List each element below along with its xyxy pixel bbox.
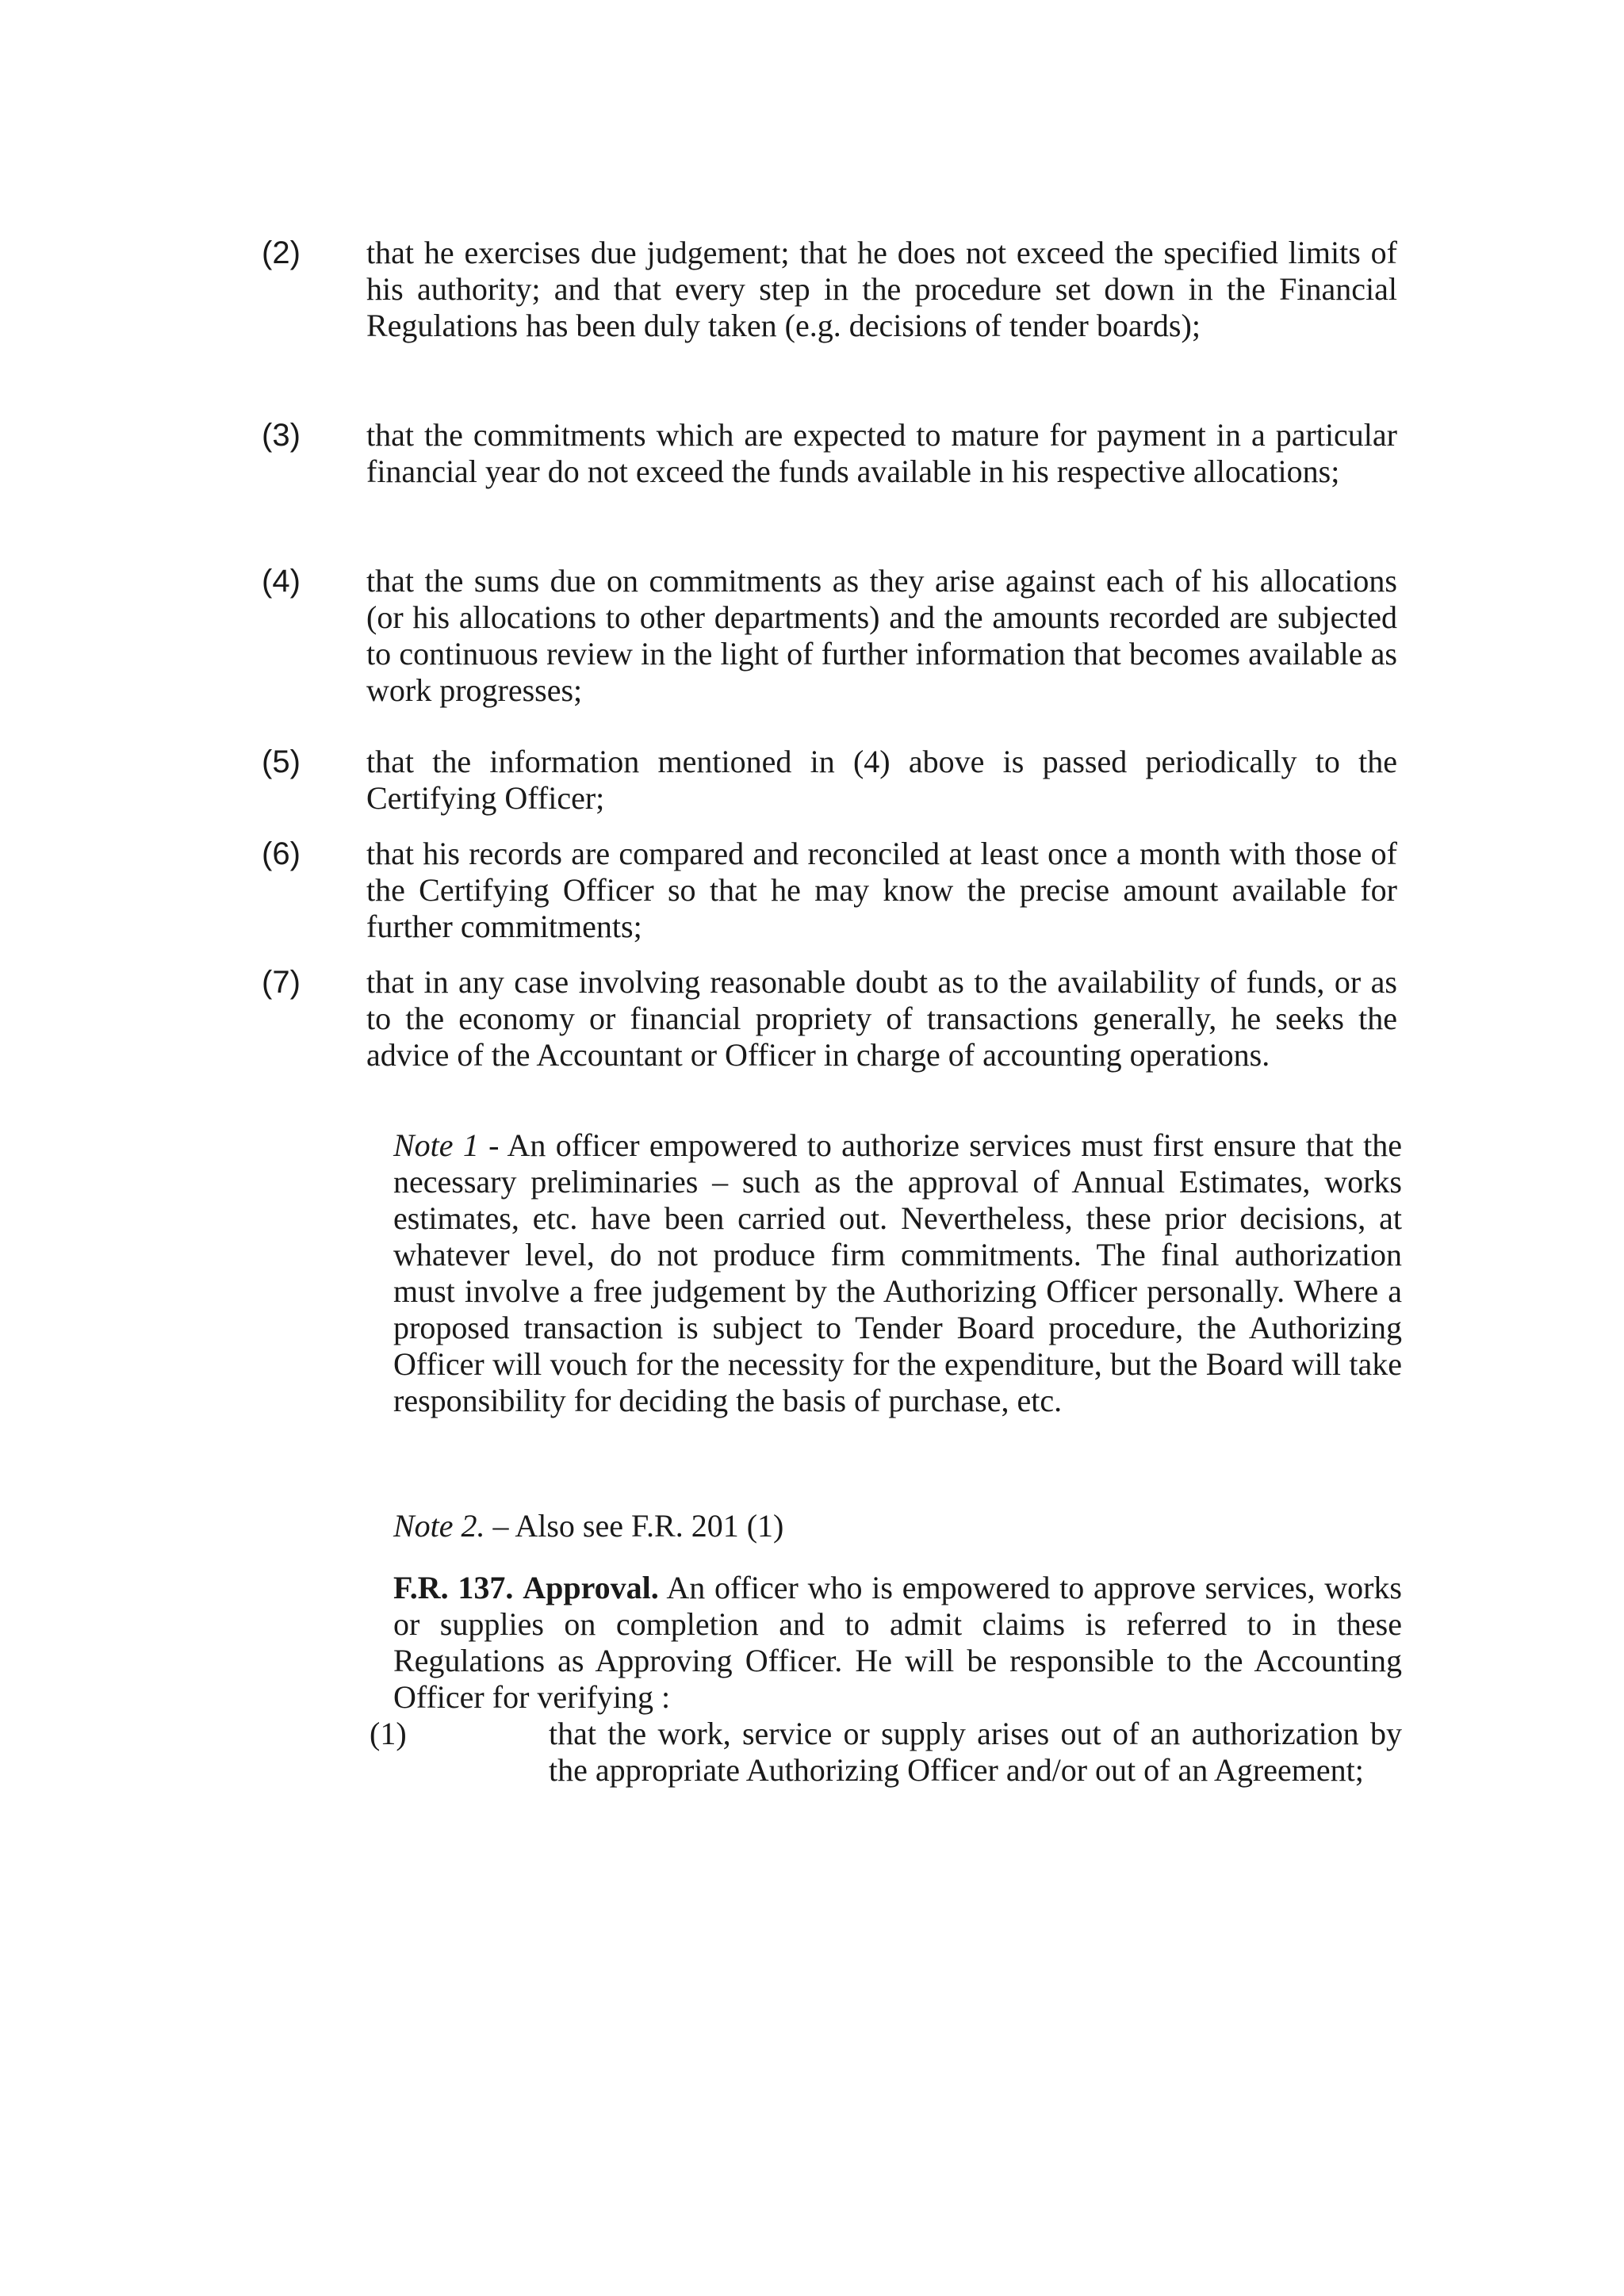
note-label: Note 2. [393, 1508, 485, 1544]
regulation-text: An officer who is empowered to approve services, works or supplies on completion and to admit claims is referred to in these Regulations as Approving Officer. He will be responsible to the Accounting Officer for verifying : [393, 1570, 1402, 1715]
note-text: – Also see F.R. 201 (1) [485, 1508, 784, 1544]
clause-number: (2) [262, 235, 301, 270]
clause-number: (3) [262, 418, 301, 453]
note-text: - An officer empowered to authorize services must first ensure that the necessary preliminaries – such as the approval of Annual Estimates, works estimates, etc. have been carried out. Nevertheless, these prior decisions, at whatever level, do not produce firm commitments. The final authorization must involve a free judgement by the Authorizing Officer personally. Where a proposed transaction is subject to Tender Board procedure, the Authorizing Officer will vouch for the necessity for the expenditure, but the Board will take responsibility for deciding the basis of purchase, etc. [393, 1127, 1402, 1418]
clause-number: (5) [262, 744, 301, 779]
regulation-number: F.R. 137. [393, 1570, 514, 1605]
clause-text: that he exercises due judgement; that he does not exceed the specified limits of his authority; and that every step in the procedure set down in the Financial Regulations has been duly taken (e.g. decisions of tender boards); [366, 235, 1397, 343]
clause-text: that the information mentioned in (4) above is passed periodically to the Certifying Officer; [366, 744, 1397, 816]
clause-text: that the commitments which are expected to mature for payment in a particular financial year do not exceed the funds available in his respective allocations; [366, 417, 1397, 489]
clause-number: (6) [262, 836, 301, 871]
note-1 [393, 1127, 1402, 1419]
regulation-137 [393, 1570, 1402, 1716]
subclause-text: that the work, service or supply arises out of an authorization by the appropriate Authorizing Officer and/or out of an Agreement; [549, 1716, 1402, 1788]
clause-text: that in any case involving reasonable doubt as to the availability of funds, or as to the economy or financial propriety of transactions generally, he seeks the advice of the Accountant or Officer in charge of accounting operations. [366, 964, 1397, 1073]
note-2 [393, 1508, 1402, 1544]
subclause-number: (1) [370, 1716, 407, 1751]
clause-number: (7) [262, 965, 301, 1000]
note-label: Note 1 [393, 1127, 479, 1163]
clause-text: that the sums due on commitments as they arise against each of his allocations (or his allocations to other departments) and the amounts recorded are subjected to continuous review in the light of further information that becomes available as work progresses; [366, 563, 1397, 708]
regulation-heading: Approval. [523, 1570, 659, 1605]
clause-number: (4) [262, 564, 301, 599]
clause-text: that his records are compared and reconciled at least once a month with those of the Certifying Officer so that he may know the precise amount available for further commitments; [366, 836, 1397, 944]
